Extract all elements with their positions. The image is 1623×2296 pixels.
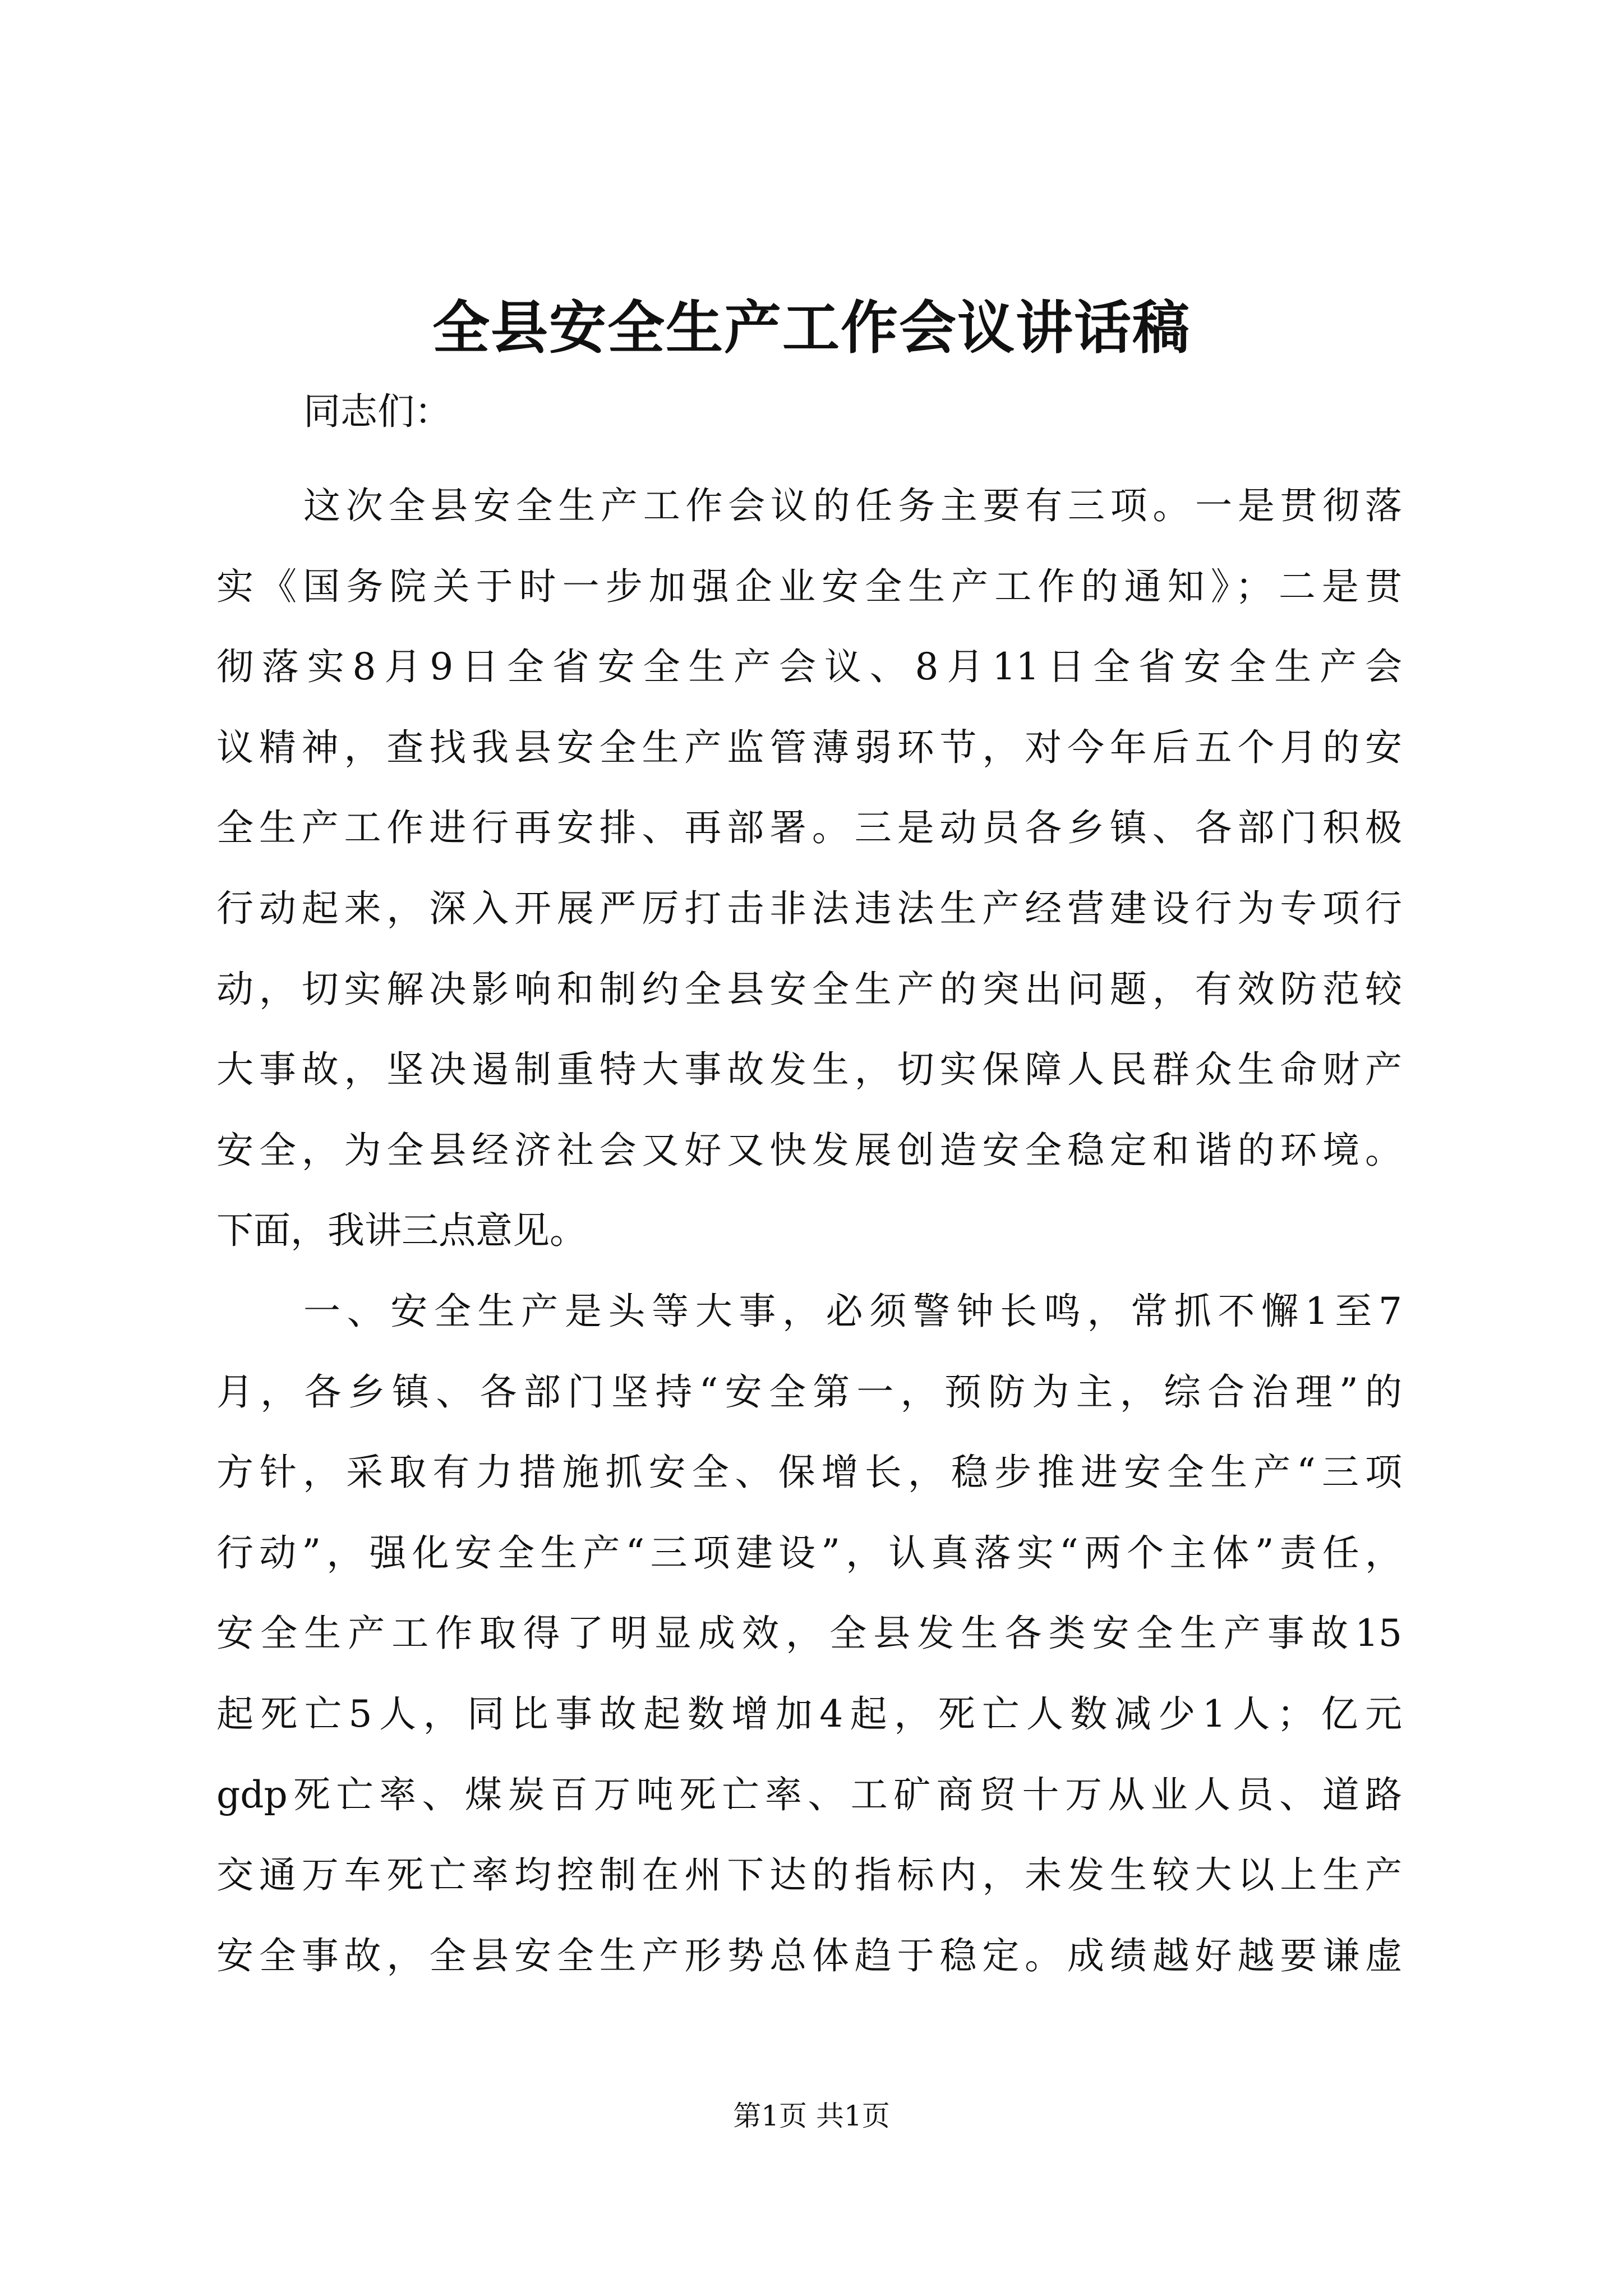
paragraph-line: 行动起来，深入开展严厉打击非法违法生产经营建设行为专项行 [216,886,1402,930]
paragraph-line: 交通万车死亡率均控制在州下达的指标内，未发生较大以上生产 [216,1853,1402,1897]
paragraph-line: 大事故，坚决遏制重特大事故发生，切实保障人民群众生命财产 [216,1048,1402,1092]
paragraph-line: 方针，采取有力措施抓安全、保增长，稳步推进安全生产“三项 [216,1451,1402,1494]
paragraph-line: 这次全县安全生产工作会议的任务主要有三项。一是贯彻落 [303,484,1402,527]
paragraph-line: 彻落实8月9日全省安全生产会议、8月11日全省安全生产会 [216,645,1402,689]
paragraph-line: 一、安全生产是头等大事，必须警钟长鸣，常抓不懈1至7 [303,1289,1402,1333]
paragraph-line: 月，各乡镇、各部门坚持“安全第一，预防为主，综合治理”的 [216,1370,1402,1414]
paragraph-line: 行动”，强化安全生产“三项建设”，认真落实“两个主体”责任， [216,1531,1402,1575]
paragraph-line: 议精神，查找我县安全生产监管薄弱环节，对今年后五个月的安 [216,725,1402,769]
paragraph-line: 下面，我讲三点意见。 [216,1209,587,1253]
document-title: 全县安全生产工作会议讲话稿 [432,295,1191,362]
salutation: 同志们： [303,390,451,433]
paragraph-line: 实《国务院关于时一步加强企业安全生产工作的通知》；二是贯 [216,564,1402,608]
paragraph-1 [216,466,1402,1271]
paragraph-2 [216,1271,1402,1996]
paragraph-line: 起死亡5人，同比事故起数增加4起，死亡人数减少1人；亿元 [216,1692,1402,1736]
document-body [216,466,1402,1996]
paragraph-line: 动，切实解决影响和制约全县安全生产的突出问题，有效防范较 [216,967,1402,1011]
paragraph-line: gdp死亡率、煤炭百万吨死亡率、工矿商贸十万从业人员、道路 [216,1773,1402,1816]
paragraph-line: 安全事故，全县安全生产形势总体趋于稳定。成绩越好越要谦虚 [216,1934,1402,1977]
paragraph-line: 安全，为全县经济社会又好又快发展创造安全稳定和谐的环境。 [216,1128,1402,1172]
paragraph-line: 安全生产工作取得了明显成效，全县发生各类安全生产事故15 [216,1612,1402,1655]
page-footer: 第1页 共1页 [733,2100,890,2132]
paragraph-line: 全生产工作进行再安排、再部署。三是动员各乡镇、各部门积极 [216,806,1402,850]
